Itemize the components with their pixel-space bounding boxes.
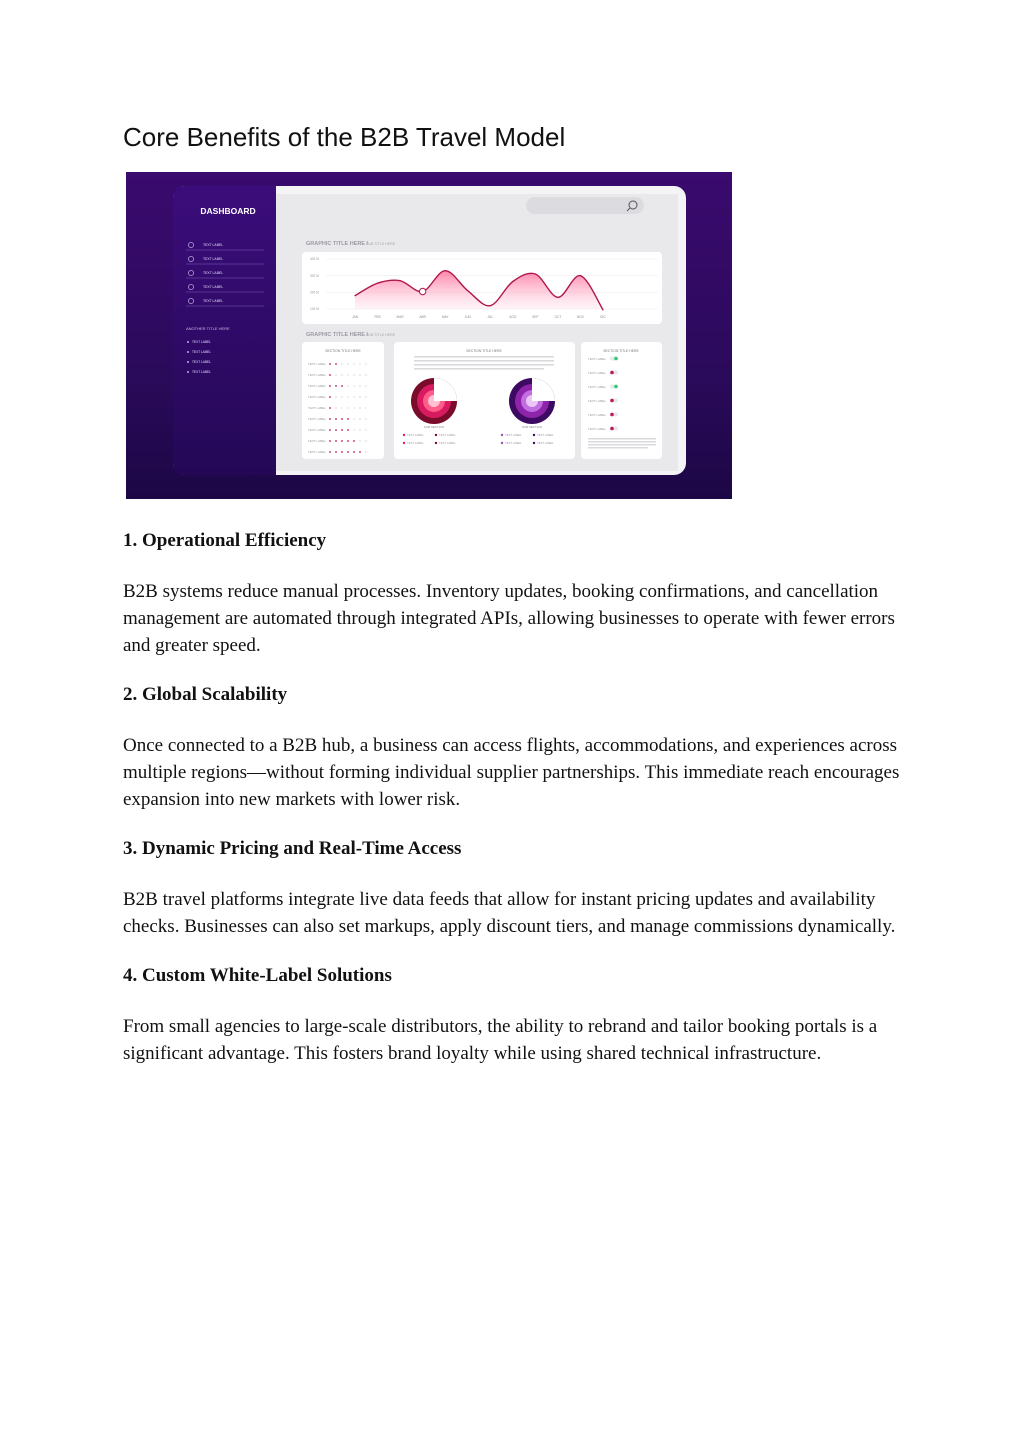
rating-dot: [329, 407, 331, 409]
rating-dot: [359, 429, 361, 431]
rating-dot: [359, 451, 361, 453]
rating-dot: [341, 440, 343, 442]
sidebar-item-label: TEXT LABEL: [203, 285, 224, 289]
chart-y-tick-label: 300 M: [310, 273, 319, 278]
chart-point: [580, 275, 581, 276]
chart-x-tick-label: NOV: [576, 315, 584, 319]
chart-point: [354, 295, 355, 296]
toggle-label: TEXT LABEL: [588, 357, 606, 361]
rating-dot: [365, 374, 367, 376]
rating-dot: [353, 451, 355, 453]
toggle-row[interactable]: [588, 385, 618, 390]
graphic-title-2: GRAPHIC TITLE HERE /: [306, 332, 369, 338]
rating-dot: [335, 451, 337, 453]
toggle-row[interactable]: [588, 427, 618, 432]
toggle-label: TEXT LABEL: [588, 427, 606, 431]
rating-dot: [341, 363, 343, 365]
rating-dot: [347, 396, 349, 398]
toggle-row[interactable]: [588, 399, 618, 404]
chart-y-tick-label: 100 M: [310, 307, 319, 312]
chart-point: [535, 273, 536, 274]
toggle-knob: [610, 427, 614, 431]
rating-dot: [353, 385, 355, 387]
dot-row-label: TEXT LABEL: [308, 373, 326, 377]
legend-label: TEXT LABEL: [439, 441, 456, 445]
toggle-label: TEXT LABEL: [588, 371, 606, 375]
legend-label: TEXT LABEL: [505, 433, 522, 437]
dashboard-svg: [126, 172, 732, 499]
rating-dot: [359, 418, 361, 420]
rating-dot: [353, 363, 355, 365]
subsection-label-1: SUB SECTION: [423, 425, 445, 429]
dot-row-label: TEXT LABEL: [308, 362, 326, 366]
rating-dot: [365, 429, 367, 431]
bullet-icon: [187, 361, 189, 363]
rating-dot: [359, 363, 361, 365]
graphic-subtitle-2: SUB TITLE HERE: [366, 333, 396, 337]
rating-dot: [335, 374, 337, 376]
chart-point: [399, 280, 400, 281]
rating-dot: [335, 407, 337, 409]
rating-dot: [365, 407, 367, 409]
rating-dot: [335, 440, 337, 442]
toggle-label: TEXT LABEL: [588, 399, 606, 403]
section-paragraph: B2B travel platforms integrate live data feeds that allow for instant pricing updates and availability checks. Businesses can also set markups, apply discount tiers, and manage commissions dynamically.: [123, 889, 896, 937]
dashboard-brand: DASHBOARD: [200, 206, 256, 216]
chart-highlight-point[interactable]: [419, 288, 425, 294]
chart-point: [445, 270, 446, 271]
sidebar-item-label: TEXT LABEL: [203, 257, 224, 261]
legend-swatch: [435, 434, 437, 436]
sidebar-item-label: TEXT LABEL: [203, 243, 224, 247]
sidebar-item-label: TEXT LABEL: [203, 299, 224, 303]
rating-dot: [359, 374, 361, 376]
legend-swatch: [403, 434, 405, 436]
sidebar-secondary-label: TEXT LABEL: [192, 370, 211, 374]
graphic-subtitle: SUB TITLE HERE: [366, 242, 396, 246]
sidebar-secondary-title: ANOTHER TITLE HERE: [186, 326, 230, 331]
section-heading: 2. Global Scalability: [123, 684, 288, 705]
chart-x-tick-label: JUN: [464, 315, 471, 319]
bullet-icon: [187, 351, 189, 353]
rating-dot: [365, 396, 367, 398]
donut-chart-pink: [411, 378, 457, 424]
toggle-knob: [614, 385, 618, 389]
graphic-title: GRAPHIC TITLE HERE /: [306, 241, 369, 247]
dot-row-label: TEXT LABEL: [308, 450, 326, 454]
rating-dot: [329, 385, 331, 387]
chart-point: [557, 297, 558, 298]
rating-dot: [353, 396, 355, 398]
legend-swatch: [435, 442, 437, 444]
rating-dot: [353, 407, 355, 409]
toggle-knob: [614, 357, 618, 361]
section-paragraph: Once connected to a B2B hub, a business can access flights, accommodations, and experiences across multiple regions—without forming individual supplier partnerships. This immediate reach encourages expansion into new markets with lower risk.: [123, 735, 900, 810]
chart-point: [602, 309, 603, 310]
legend-swatch: [533, 442, 535, 444]
sidebar-item-label: TEXT LABEL: [203, 271, 224, 275]
section-heading: 4. Custom White-Label Solutions: [123, 965, 392, 986]
rating-dot: [347, 374, 349, 376]
toggle-knob: [610, 413, 614, 417]
section-operational-efficiency: [123, 529, 903, 659]
chart-x-tick-label: JUL: [487, 315, 494, 319]
legend-label: TEXT LABEL: [537, 441, 554, 445]
sidebar-secondary-label: TEXT LABEL: [192, 360, 211, 364]
dot-row-label: TEXT LABEL: [308, 417, 326, 421]
rating-dot: [329, 440, 331, 442]
rating-dot: [353, 440, 355, 442]
rating-dot: [359, 407, 361, 409]
rating-dot: [341, 385, 343, 387]
rating-dot: [335, 363, 337, 365]
rating-dot: [347, 440, 349, 442]
rating-dot: [347, 385, 349, 387]
rating-dot: [347, 407, 349, 409]
legend-swatch: [403, 442, 405, 444]
legend-label: TEXT LABEL: [505, 441, 522, 445]
rating-dot: [335, 385, 337, 387]
rating-dot: [365, 385, 367, 387]
chart-x-tick-label: MAY: [441, 315, 449, 319]
bullet-icon: [187, 341, 189, 343]
chart-y-tick-label: 400 M: [310, 257, 319, 262]
rating-dot: [347, 429, 349, 431]
chart-x-tick-label: MAR: [396, 315, 404, 319]
rating-dot: [365, 451, 367, 453]
dot-row-label: TEXT LABEL: [308, 384, 326, 388]
toggle-label: TEXT LABEL: [588, 385, 606, 389]
legend-swatch: [501, 434, 503, 436]
chart-point: [377, 283, 378, 284]
chart-x-tick-label: ABR: [419, 315, 426, 319]
section-paragraph: From small agencies to large-scale distributors, the ability to rebrand and tailor booking portals is a significant advantage. This fosters brand loyalty while using shared technical infrastructure.: [123, 1016, 878, 1064]
toggle-knob: [610, 371, 614, 375]
section-white-label: [123, 964, 903, 1067]
rating-dot: [341, 429, 343, 431]
rating-dot: [335, 418, 337, 420]
rating-dot: [341, 407, 343, 409]
section-dynamic-pricing: [123, 837, 903, 940]
chart-x-tick-label: OCT: [554, 315, 562, 319]
toggle-label: TEXT LABEL: [588, 413, 606, 417]
dot-row-label: TEXT LABEL: [308, 428, 326, 432]
rating-dot: [329, 374, 331, 376]
legend-swatch: [533, 434, 535, 436]
rating-dot: [335, 396, 337, 398]
legend-label: TEXT LABEL: [439, 433, 456, 437]
chart-x-tick-label: DIC: [600, 315, 606, 319]
section-heading: 3. Dynamic Pricing and Real-Time Access: [123, 838, 462, 859]
chart-x-tick-label: FEB: [374, 315, 381, 319]
rating-dot: [365, 418, 367, 420]
rating-dot: [365, 363, 367, 365]
rating-dot: [329, 418, 331, 420]
rating-dot: [347, 451, 349, 453]
section-paragraph: B2B systems reduce manual processes. Inventory updates, booking confirmations, and cancellation management are automated through integrated APIs, allowing businesses to operate with fewer errors and greater speed.: [123, 581, 895, 656]
legend-label: TEXT LABEL: [537, 433, 554, 437]
legend-label: TEXT LABEL: [407, 441, 424, 445]
section-heading: 1. Operational Efficiency: [123, 530, 327, 551]
rating-dot: [359, 396, 361, 398]
rating-dot: [359, 440, 361, 442]
section-global-scalability: [123, 683, 903, 813]
section-1-title: SECTION TITLE HERE: [325, 349, 361, 353]
page-title: Core Benefits of the B2B Travel Model: [123, 122, 566, 152]
rating-dot: [347, 363, 349, 365]
chart-point: [490, 305, 491, 306]
rating-dot: [341, 418, 343, 420]
donut-chart-purple: [509, 378, 555, 424]
rating-dot: [359, 385, 361, 387]
toggle-knob: [610, 399, 614, 403]
dot-row-label: TEXT LABEL: [308, 439, 326, 443]
subsection-label-2: SUB SECTION: [521, 425, 543, 429]
section-3-title: SECTION TITLE HERE: [603, 349, 639, 353]
toggle-row[interactable]: [588, 357, 618, 362]
rating-dot: [353, 374, 355, 376]
toggle-row[interactable]: [588, 371, 618, 376]
rating-dot: [341, 396, 343, 398]
dot-row-label: TEXT LABEL: [308, 406, 326, 410]
rating-dot: [329, 429, 331, 431]
chart-card: [302, 252, 662, 324]
rating-dot: [329, 451, 331, 453]
rating-dot: [347, 418, 349, 420]
chart-y-tick-label: 200 M: [310, 290, 319, 295]
rating-dot: [353, 418, 355, 420]
chart-x-tick-label: JAN: [351, 315, 359, 319]
section-2-title: SECTION TITLE HERE: [466, 349, 502, 353]
legend-label: TEXT LABEL: [407, 433, 424, 437]
chart-point: [512, 281, 513, 282]
rating-dot: [329, 396, 331, 398]
rating-dot: [365, 440, 367, 442]
rating-dot: [353, 429, 355, 431]
rating-dot: [335, 429, 337, 431]
rating-dot: [341, 451, 343, 453]
bullet-icon: [187, 371, 189, 373]
dot-row-label: TEXT LABEL: [308, 395, 326, 399]
search-input[interactable]: [526, 197, 644, 214]
toggle-row[interactable]: [588, 413, 618, 418]
chart-point: [467, 290, 468, 291]
rating-dot: [329, 363, 331, 365]
article-body: [123, 529, 903, 1091]
rating-dot: [341, 374, 343, 376]
chart-x-tick-label: AGO: [509, 315, 517, 319]
sidebar-secondary-label: TEXT LABEL: [192, 340, 211, 344]
legend-swatch: [501, 442, 503, 444]
dashboard-illustration: [126, 172, 732, 499]
chart-x-tick-label: SEP: [532, 315, 539, 319]
sidebar-secondary-label: TEXT LABEL: [192, 350, 211, 354]
